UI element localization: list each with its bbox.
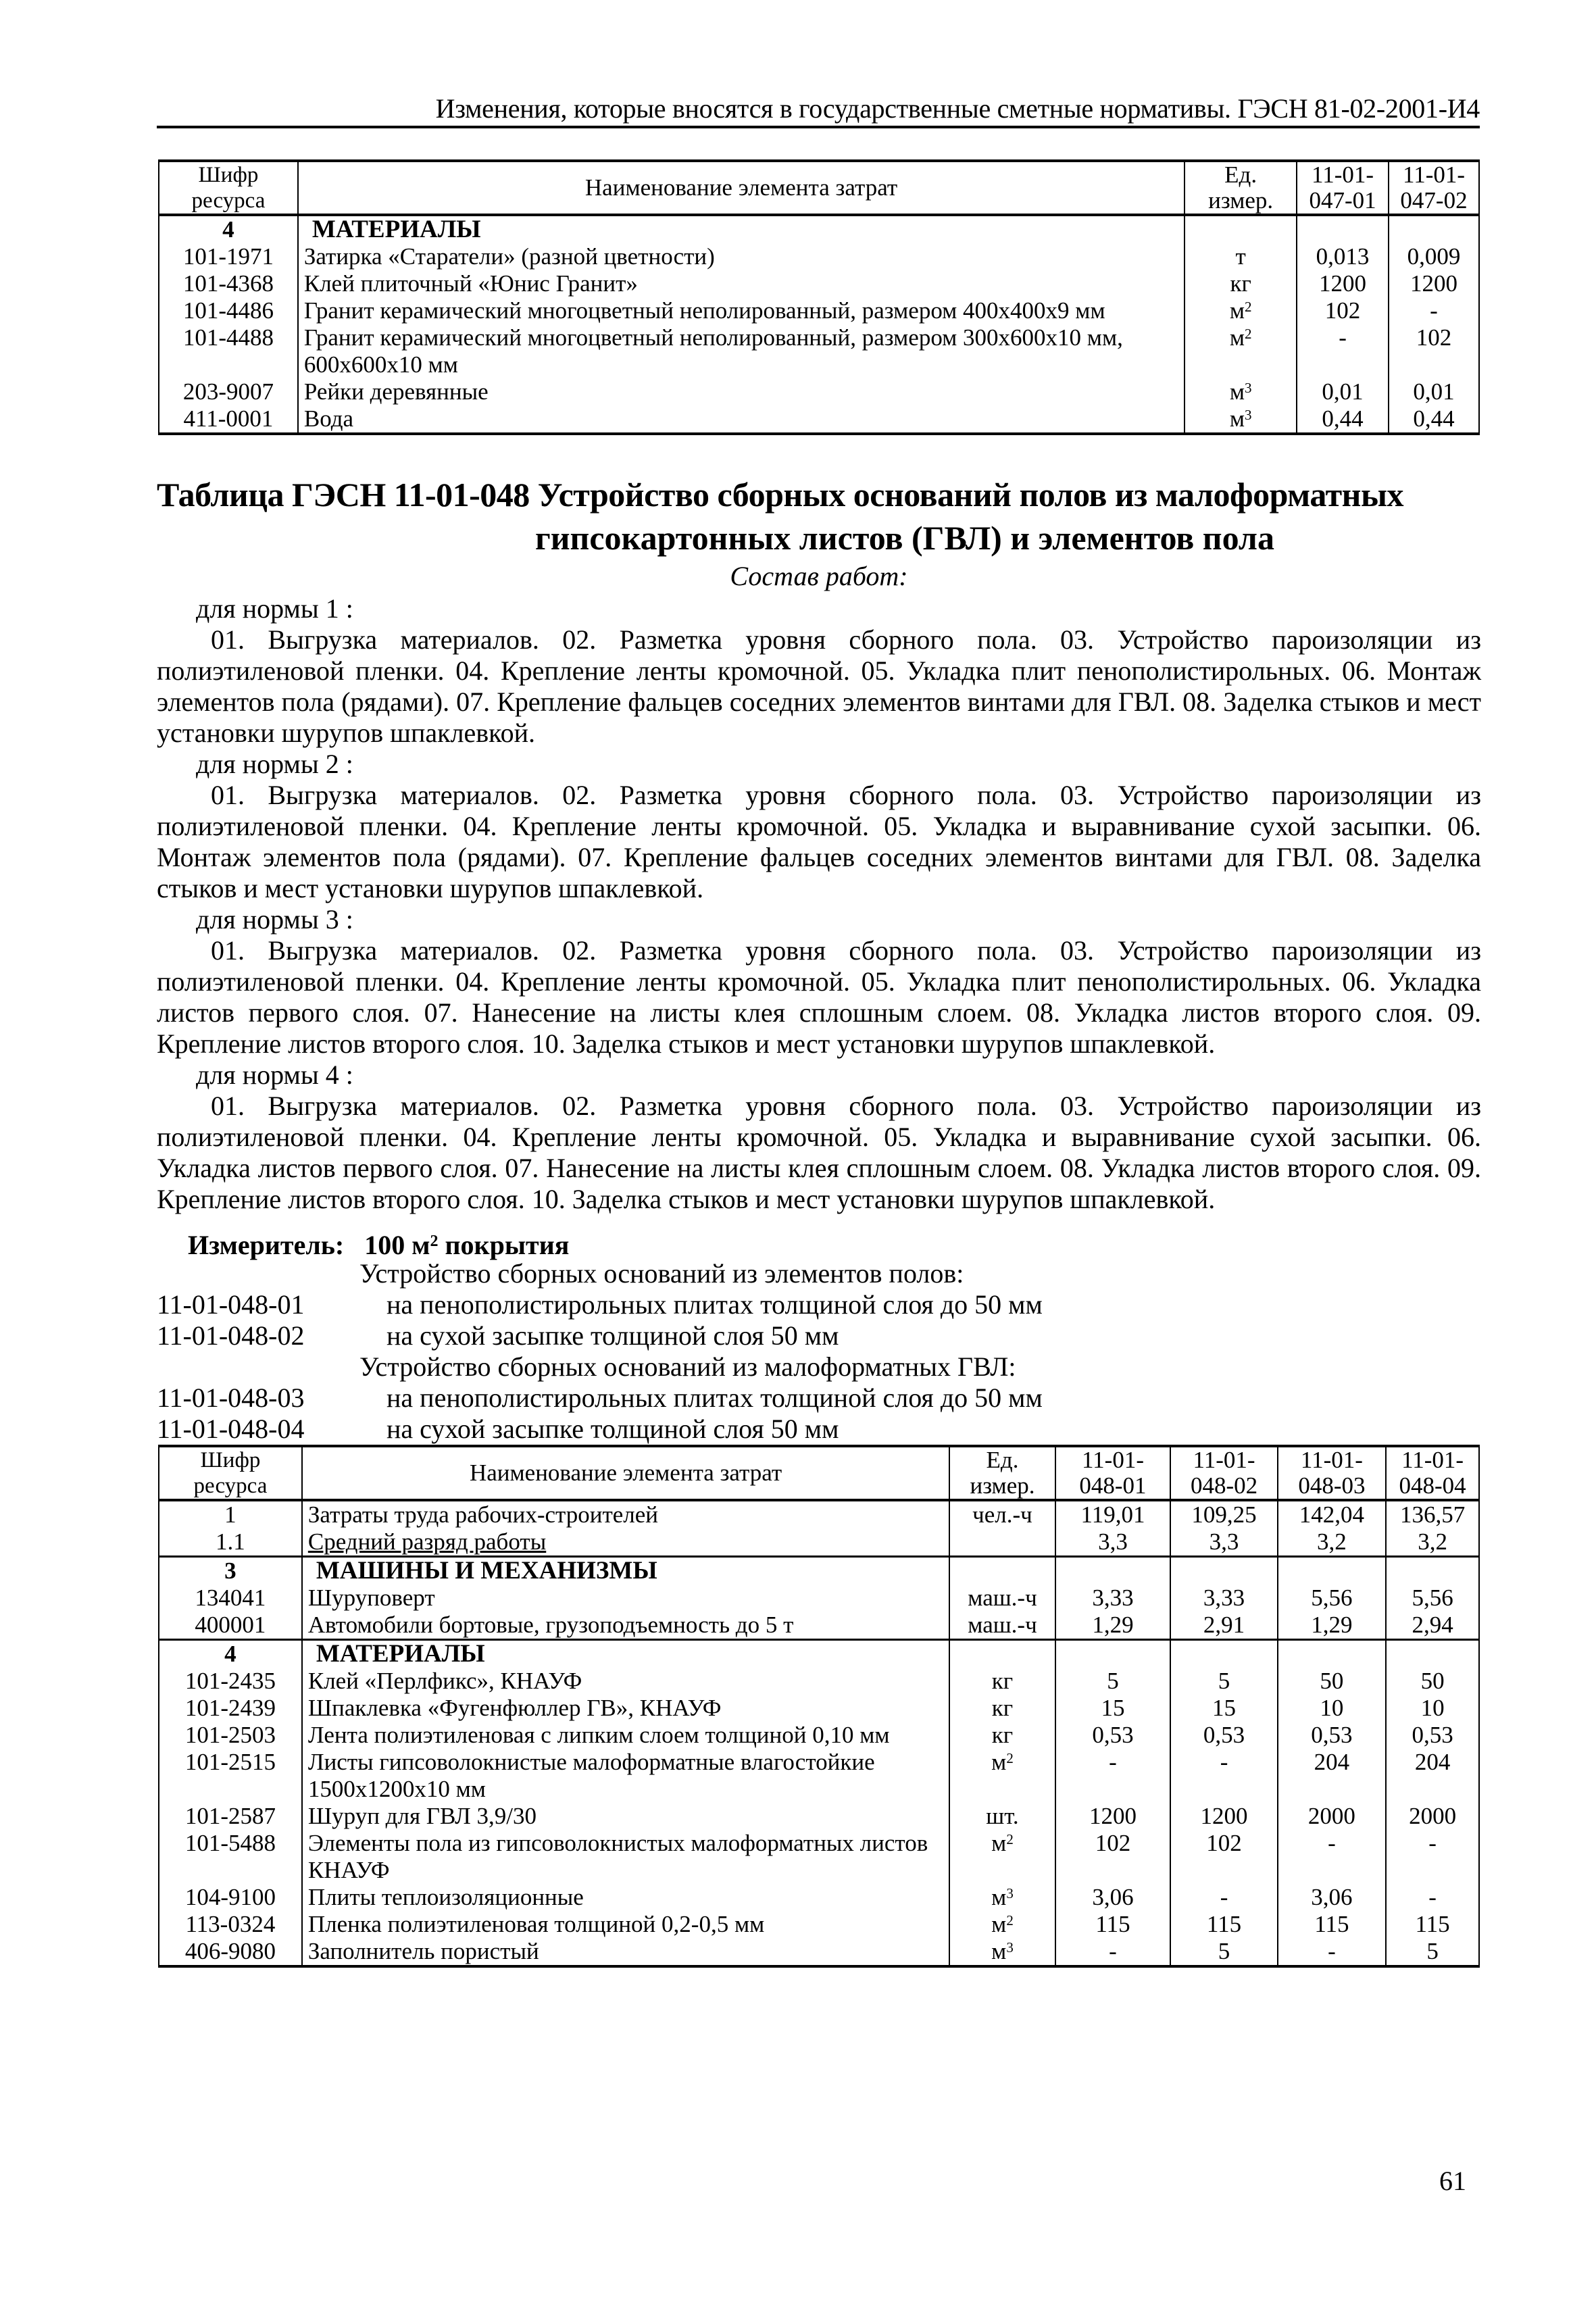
resource-code: 406-9080 <box>159 1938 302 1966</box>
norm-value: 204 <box>1386 1749 1479 1803</box>
norm-value: 204 <box>1278 1749 1386 1803</box>
col-header-code: Шифр ресурса <box>159 161 298 215</box>
resource-unit: $м^2$ <box>1184 324 1297 378</box>
norm-value: 0,01 <box>1297 378 1389 405</box>
resource-unit: $м^2$ <box>949 1911 1055 1938</box>
norm-variants <box>157 1258 1481 1445</box>
resource-name: Клей «Перлфикс», КНАУФ <box>302 1668 949 1695</box>
variant-row <box>157 1289 1481 1320</box>
resource-unit: $м^3$ <box>1184 405 1297 434</box>
col-header-norm: 11-01-048-02 <box>1170 1446 1277 1500</box>
meter-label: Измеритель: <box>188 1230 345 1260</box>
resource-code: 411-0001 <box>159 405 298 434</box>
norm-value: 102 <box>1297 297 1389 324</box>
norm-value: 1200 <box>1170 1803 1277 1830</box>
resource-unit: т <box>1184 243 1297 270</box>
table-title <box>157 473 1481 559</box>
title-line-2: гипсокартонных листов (ГВЛ) и элементов пола <box>535 519 1274 557</box>
resource-code: 101-5488 <box>159 1830 302 1884</box>
norm-value: - <box>1389 297 1479 324</box>
resource-name: Затирка «Старатели» (разной цветности) <box>298 243 1184 270</box>
section-row <box>159 1557 1479 1585</box>
norm-value: 3,06 <box>1278 1884 1386 1911</box>
resource-code: 203-9007 <box>159 378 298 405</box>
norm-value: - <box>1386 1830 1479 1884</box>
variant-text: на пенополистирольных плитах толщиной слоя до 50 мм <box>386 1289 1043 1320</box>
norm-value: - <box>1278 1938 1386 1966</box>
meter-line <box>188 1230 569 1261</box>
work-steps: 01. Выгрузка материалов. 02. Разметка уровня сборного пола. 03. Устройство пароизоляции из полиэтиленовой пленки. 04. Крепление ленты кромочной. 05. Укладка плит пенополистирольных. 06. Монтаж элементов пола (рядами). 07. Крепление фальцев соседних элементов винтами для ГВЛ. 08. Заделка стыков и мест установки шурупов шпаклевкой. <box>157 624 1481 748</box>
norm-value <box>1386 1557 1479 1585</box>
norm-label: для нормы 4 : <box>196 1060 353 1090</box>
resource-name: Шуруп для ГВЛ 3,9/30 <box>302 1803 949 1830</box>
resource-code: 101-4486 <box>159 297 298 324</box>
norm-value: 115 <box>1055 1911 1171 1938</box>
table-row <box>159 324 1479 378</box>
variant-row <box>157 1383 1481 1414</box>
resource-name: МАШИНЫ И МЕХАНИЗМЫ <box>302 1557 949 1585</box>
norm-label: для нормы 2 : <box>196 749 353 779</box>
resource-name: Заполнитель пористый <box>302 1938 949 1966</box>
norm-value <box>1055 1640 1171 1668</box>
resource-code: 3 <box>159 1557 302 1585</box>
resource-unit: $м^3$ <box>949 1884 1055 1911</box>
norm-value: 10 <box>1386 1695 1479 1722</box>
title-line-1: Таблица ГЭСН 11-01-048 Устройство сборных оснований полов из малоформатных <box>157 476 1404 514</box>
resource-code: 4 <box>159 1640 302 1668</box>
norm-value: 5 <box>1170 1668 1277 1695</box>
table-row <box>159 1911 1479 1938</box>
norm-value: 0,53 <box>1386 1722 1479 1749</box>
resource-unit: $м^2$ <box>1184 297 1297 324</box>
norm-value <box>1055 1557 1171 1585</box>
resource-unit: $м^3$ <box>949 1938 1055 1966</box>
resource-code: 1.1 <box>159 1528 302 1557</box>
resource-name: Рейки деревянные <box>298 378 1184 405</box>
norm-value: 109,25 <box>1170 1500 1277 1528</box>
resource-code: 101-2503 <box>159 1722 302 1749</box>
variant-row <box>157 1414 1481 1445</box>
norm-value: 50 <box>1386 1668 1479 1695</box>
resource-name: Лента полиэтиленовая с липким слоем толщиной 0,10 мм <box>302 1722 949 1749</box>
resource-name: Пленка полиэтиленовая толщиной 0,2-0,5 мм <box>302 1911 949 1938</box>
section-row <box>159 215 1479 243</box>
col-header-norm: 11-01-048-04 <box>1386 1446 1479 1500</box>
norm-value: 0,53 <box>1055 1722 1171 1749</box>
meter-value: 100 м <box>364 1230 430 1260</box>
norm-value: - <box>1055 1749 1171 1803</box>
table-row <box>159 243 1479 270</box>
resource-unit: маш.-ч <box>949 1612 1055 1640</box>
work-steps: 01. Выгрузка материалов. 02. Разметка уровня сборного пола. 03. Устройство пароизоляции из полиэтиленовой пленки. 04. Крепление ленты кромочной. 05. Укладка и выравнивание сухой засыпки. 06. Укладка листов первого слоя. 07. Нанесение на листы клея сплошным слоем. 08. Укладка листов второго слоя. 09. Крепление листов второго слоя. 10. Заделка стыков и мест установки шурупов шпаклевкой. <box>157 1091 1481 1214</box>
norm-value <box>1389 215 1479 243</box>
variant-code: 11-01-048-03 <box>157 1383 305 1413</box>
norm-value: 115 <box>1170 1911 1277 1938</box>
resource-unit: маш.-ч <box>949 1585 1055 1612</box>
norm-value: 5,56 <box>1278 1585 1386 1612</box>
norm-value: 0,53 <box>1278 1722 1386 1749</box>
works-subtitle: Состав работ: <box>730 561 908 591</box>
norm-value: 15 <box>1170 1695 1277 1722</box>
norm-value: 1,29 <box>1055 1612 1171 1640</box>
resource-code: 101-1971 <box>159 243 298 270</box>
variant-text: на сухой засыпке толщиной слоя 50 мм <box>386 1414 839 1444</box>
table-row <box>159 405 1479 434</box>
norm-value: 142,04 <box>1278 1500 1386 1528</box>
resource-unit <box>1184 215 1297 243</box>
norm-label: для нормы 3 : <box>196 904 353 935</box>
norm-value: 102 <box>1055 1830 1171 1884</box>
col-header-code: Шифр ресурса <box>159 1446 302 1500</box>
norm-value: 0,44 <box>1297 405 1389 434</box>
variant-code: 11-01-048-04 <box>157 1414 305 1444</box>
resource-code: 4 <box>159 215 298 243</box>
resource-code: 101-2435 <box>159 1668 302 1695</box>
resource-code: 134041 <box>159 1585 302 1612</box>
col-header-name: Наименование элемента затрат <box>298 161 1184 215</box>
resource-name: Шпаклевка «Фугенфюллер ГВ», КНАУФ <box>302 1695 949 1722</box>
norm-label: для нормы 1 : <box>196 593 353 624</box>
norm-value: 3,33 <box>1170 1585 1277 1612</box>
norm-value: - <box>1297 324 1389 378</box>
table-row <box>159 270 1479 297</box>
norm-value: 10 <box>1278 1695 1386 1722</box>
resource-code: 400001 <box>159 1612 302 1640</box>
resource-name: МАТЕРИАЛЫ <box>302 1640 949 1668</box>
resource-name: Плиты теплоизоляционные <box>302 1884 949 1911</box>
norm-value: 3,33 <box>1055 1585 1171 1612</box>
page-number: 61 <box>1439 2166 1466 2196</box>
col-header-norm: 11-01-048-01 <box>1055 1446 1171 1500</box>
variant-text: на пенополистирольных плитах толщиной слоя до 50 мм <box>386 1383 1043 1413</box>
norm-value <box>1278 1557 1386 1585</box>
norm-value: - <box>1170 1749 1277 1803</box>
resource-code: 113-0324 <box>159 1911 302 1938</box>
variant-text: на сухой засыпке толщиной слоя 50 мм <box>386 1320 839 1351</box>
work-composition <box>157 593 1481 1215</box>
norm-value: 0,53 <box>1170 1722 1277 1749</box>
norm-value: - <box>1278 1830 1386 1884</box>
norm-value: 3,3 <box>1055 1528 1171 1557</box>
table-row <box>159 1500 1479 1528</box>
work-steps: 01. Выгрузка материалов. 02. Разметка уровня сборного пола. 03. Устройство пароизоляции из полиэтиленовой пленки. 04. Крепление ленты кромочной. 05. Укладка плит пенополистирольных. 06. Укладка листов первого слоя. 07. Нанесение на листы клея сплошным слоем. 08. Укладка листов второго слоя. 09. Крепление листов второго слоя. 10. Заделка стыков и мест установки шурупов шпаклевкой. <box>157 935 1481 1059</box>
variant-code: 11-01-048-01 <box>157 1289 305 1320</box>
meter-sup: 2 <box>430 1233 439 1250</box>
resource-name: Средний разряд работы <box>302 1528 949 1557</box>
work-steps: 01. Выгрузка материалов. 02. Разметка уровня сборного пола. 03. Устройство пароизоляции из полиэтиленовой пленки. 04. Крепление ленты кромочной. 05. Укладка и выравнивание сухой засыпки. 06. Монтаж элементов пола (рядами). 07. Крепление фальцев соседних элементов винтами для ГВЛ. 08. Заделка стыков и мест установки шурупов шпаклевкой. <box>157 780 1481 903</box>
table-row <box>159 1884 1479 1911</box>
norm-value: 5 <box>1386 1938 1479 1966</box>
table-row <box>159 1938 1479 1966</box>
resource-code: 101-2515 <box>159 1749 302 1803</box>
norm-value: 1200 <box>1297 270 1389 297</box>
norm-value: 119,01 <box>1055 1500 1171 1528</box>
resource-code: 101-2439 <box>159 1695 302 1722</box>
norm-value: 3,2 <box>1386 1528 1479 1557</box>
resource-table-048 <box>158 1445 1480 1968</box>
norm-value: 3,2 <box>1278 1528 1386 1557</box>
resource-code: 104-9100 <box>159 1884 302 1911</box>
table-row <box>159 1830 1479 1884</box>
col-header-norm: 11-01-048-03 <box>1278 1446 1386 1500</box>
table-row <box>159 1668 1479 1695</box>
variant-code: 11-01-048-02 <box>157 1320 305 1351</box>
norm-value: 5,56 <box>1386 1585 1479 1612</box>
resource-code: 101-4368 <box>159 270 298 297</box>
resource-unit: шт. <box>949 1803 1055 1830</box>
table-row <box>159 1722 1479 1749</box>
norm-value: 102 <box>1170 1830 1277 1884</box>
header-rule <box>157 126 1480 128</box>
resource-name: МАТЕРИАЛЫ <box>298 215 1184 243</box>
table-row <box>159 297 1479 324</box>
resource-name: Гранит керамический многоцветный неполированный, размером 400х400х9 мм <box>298 297 1184 324</box>
variant-row <box>157 1320 1481 1351</box>
table-row <box>159 1612 1479 1640</box>
norm-value <box>1170 1557 1277 1585</box>
norm-value: 115 <box>1386 1911 1479 1938</box>
norm-value: 5 <box>1170 1938 1277 1966</box>
resource-unit: чел.-ч <box>949 1500 1055 1528</box>
table-row <box>159 1749 1479 1803</box>
resource-name: Вода <box>298 405 1184 434</box>
running-header: Изменения, которые вносятся в государственные сметные нормативы. ГЭСН 81-02-2001-И4 <box>435 93 1480 124</box>
norm-value <box>1386 1640 1479 1668</box>
variant-group-1: Устройство сборных оснований из элементов полов: <box>359 1258 964 1289</box>
norm-value: 3,06 <box>1055 1884 1171 1911</box>
resource-name: Гранит керамический многоцветный неполированный, размером 300х600х10 мм, 600х600х10 мм <box>298 324 1184 378</box>
norm-value: - <box>1386 1884 1479 1911</box>
norm-value: 0,44 <box>1389 405 1479 434</box>
resource-name: Элементы пола из гипсоволокнистых малоформатных листов КНАУФ <box>302 1830 949 1884</box>
col-header-unit: Ед. измер. <box>1184 161 1297 215</box>
resource-code: 101-4488 <box>159 324 298 378</box>
meter-unit: покрытия <box>445 1230 570 1260</box>
resource-code: 101-2587 <box>159 1803 302 1830</box>
resource-name: Листы гипсоволокнистые малоформатные влагостойкие 1500х1200х10 мм <box>302 1749 949 1803</box>
norm-value <box>1278 1640 1386 1668</box>
resource-unit: кг <box>949 1722 1055 1749</box>
norm-value: 2000 <box>1278 1803 1386 1830</box>
table-row <box>159 1695 1479 1722</box>
resource-unit: $м^3$ <box>1184 378 1297 405</box>
norm-value: 115 <box>1278 1911 1386 1938</box>
resource-unit <box>949 1528 1055 1557</box>
norm-value: 2,91 <box>1170 1612 1277 1640</box>
norm-value: 1200 <box>1389 270 1479 297</box>
norm-value: 50 <box>1278 1668 1386 1695</box>
norm-value: 0,01 <box>1389 378 1479 405</box>
norm-value: - <box>1055 1938 1171 1966</box>
norm-value: 5 <box>1055 1668 1171 1695</box>
norm-value: 2000 <box>1386 1803 1479 1830</box>
norm-value: 136,57 <box>1386 1500 1479 1528</box>
resource-name: Затраты труда рабочих-строителей <box>302 1500 949 1528</box>
norm-value: 102 <box>1389 324 1479 378</box>
norm-value: 1,29 <box>1278 1612 1386 1640</box>
norm-value <box>1297 215 1389 243</box>
resource-unit: $м^2$ <box>949 1830 1055 1884</box>
resource-name: Автомобили бортовые, грузоподъемность до 5 т <box>302 1612 949 1640</box>
norm-value: 3,3 <box>1170 1528 1277 1557</box>
resource-unit <box>949 1557 1055 1585</box>
resource-unit: кг <box>1184 270 1297 297</box>
resource-name: Клей плиточный «Юнис Гранит» <box>298 270 1184 297</box>
resource-name: Шуруповерт <box>302 1585 949 1612</box>
norm-value <box>1170 1640 1277 1668</box>
resource-unit: кг <box>949 1668 1055 1695</box>
norm-value: - <box>1170 1884 1277 1911</box>
norm-value: 15 <box>1055 1695 1171 1722</box>
col-header-norm: 11-01-047-01 <box>1297 161 1389 215</box>
resource-unit <box>949 1640 1055 1668</box>
table-row <box>159 1585 1479 1612</box>
resource-unit: $м^2$ <box>949 1749 1055 1803</box>
norm-value: 0,013 <box>1297 243 1389 270</box>
variant-group-2: Устройство сборных оснований из малоформатных ГВЛ: <box>359 1351 1016 1382</box>
resource-unit: кг <box>949 1695 1055 1722</box>
col-header-norm: 11-01-047-02 <box>1389 161 1479 215</box>
norm-value: 1200 <box>1055 1803 1171 1830</box>
resource-code: 1 <box>159 1500 302 1528</box>
section-row <box>159 1640 1479 1668</box>
col-header-unit: Ед. измер. <box>949 1446 1055 1500</box>
col-header-name: Наименование элемента затрат <box>302 1446 949 1500</box>
resource-table-047 <box>158 159 1480 435</box>
norm-value: 0,009 <box>1389 243 1479 270</box>
norm-value: 2,94 <box>1386 1612 1479 1640</box>
table-row <box>159 378 1479 405</box>
table-row <box>159 1803 1479 1830</box>
table-row <box>159 1528 1479 1557</box>
